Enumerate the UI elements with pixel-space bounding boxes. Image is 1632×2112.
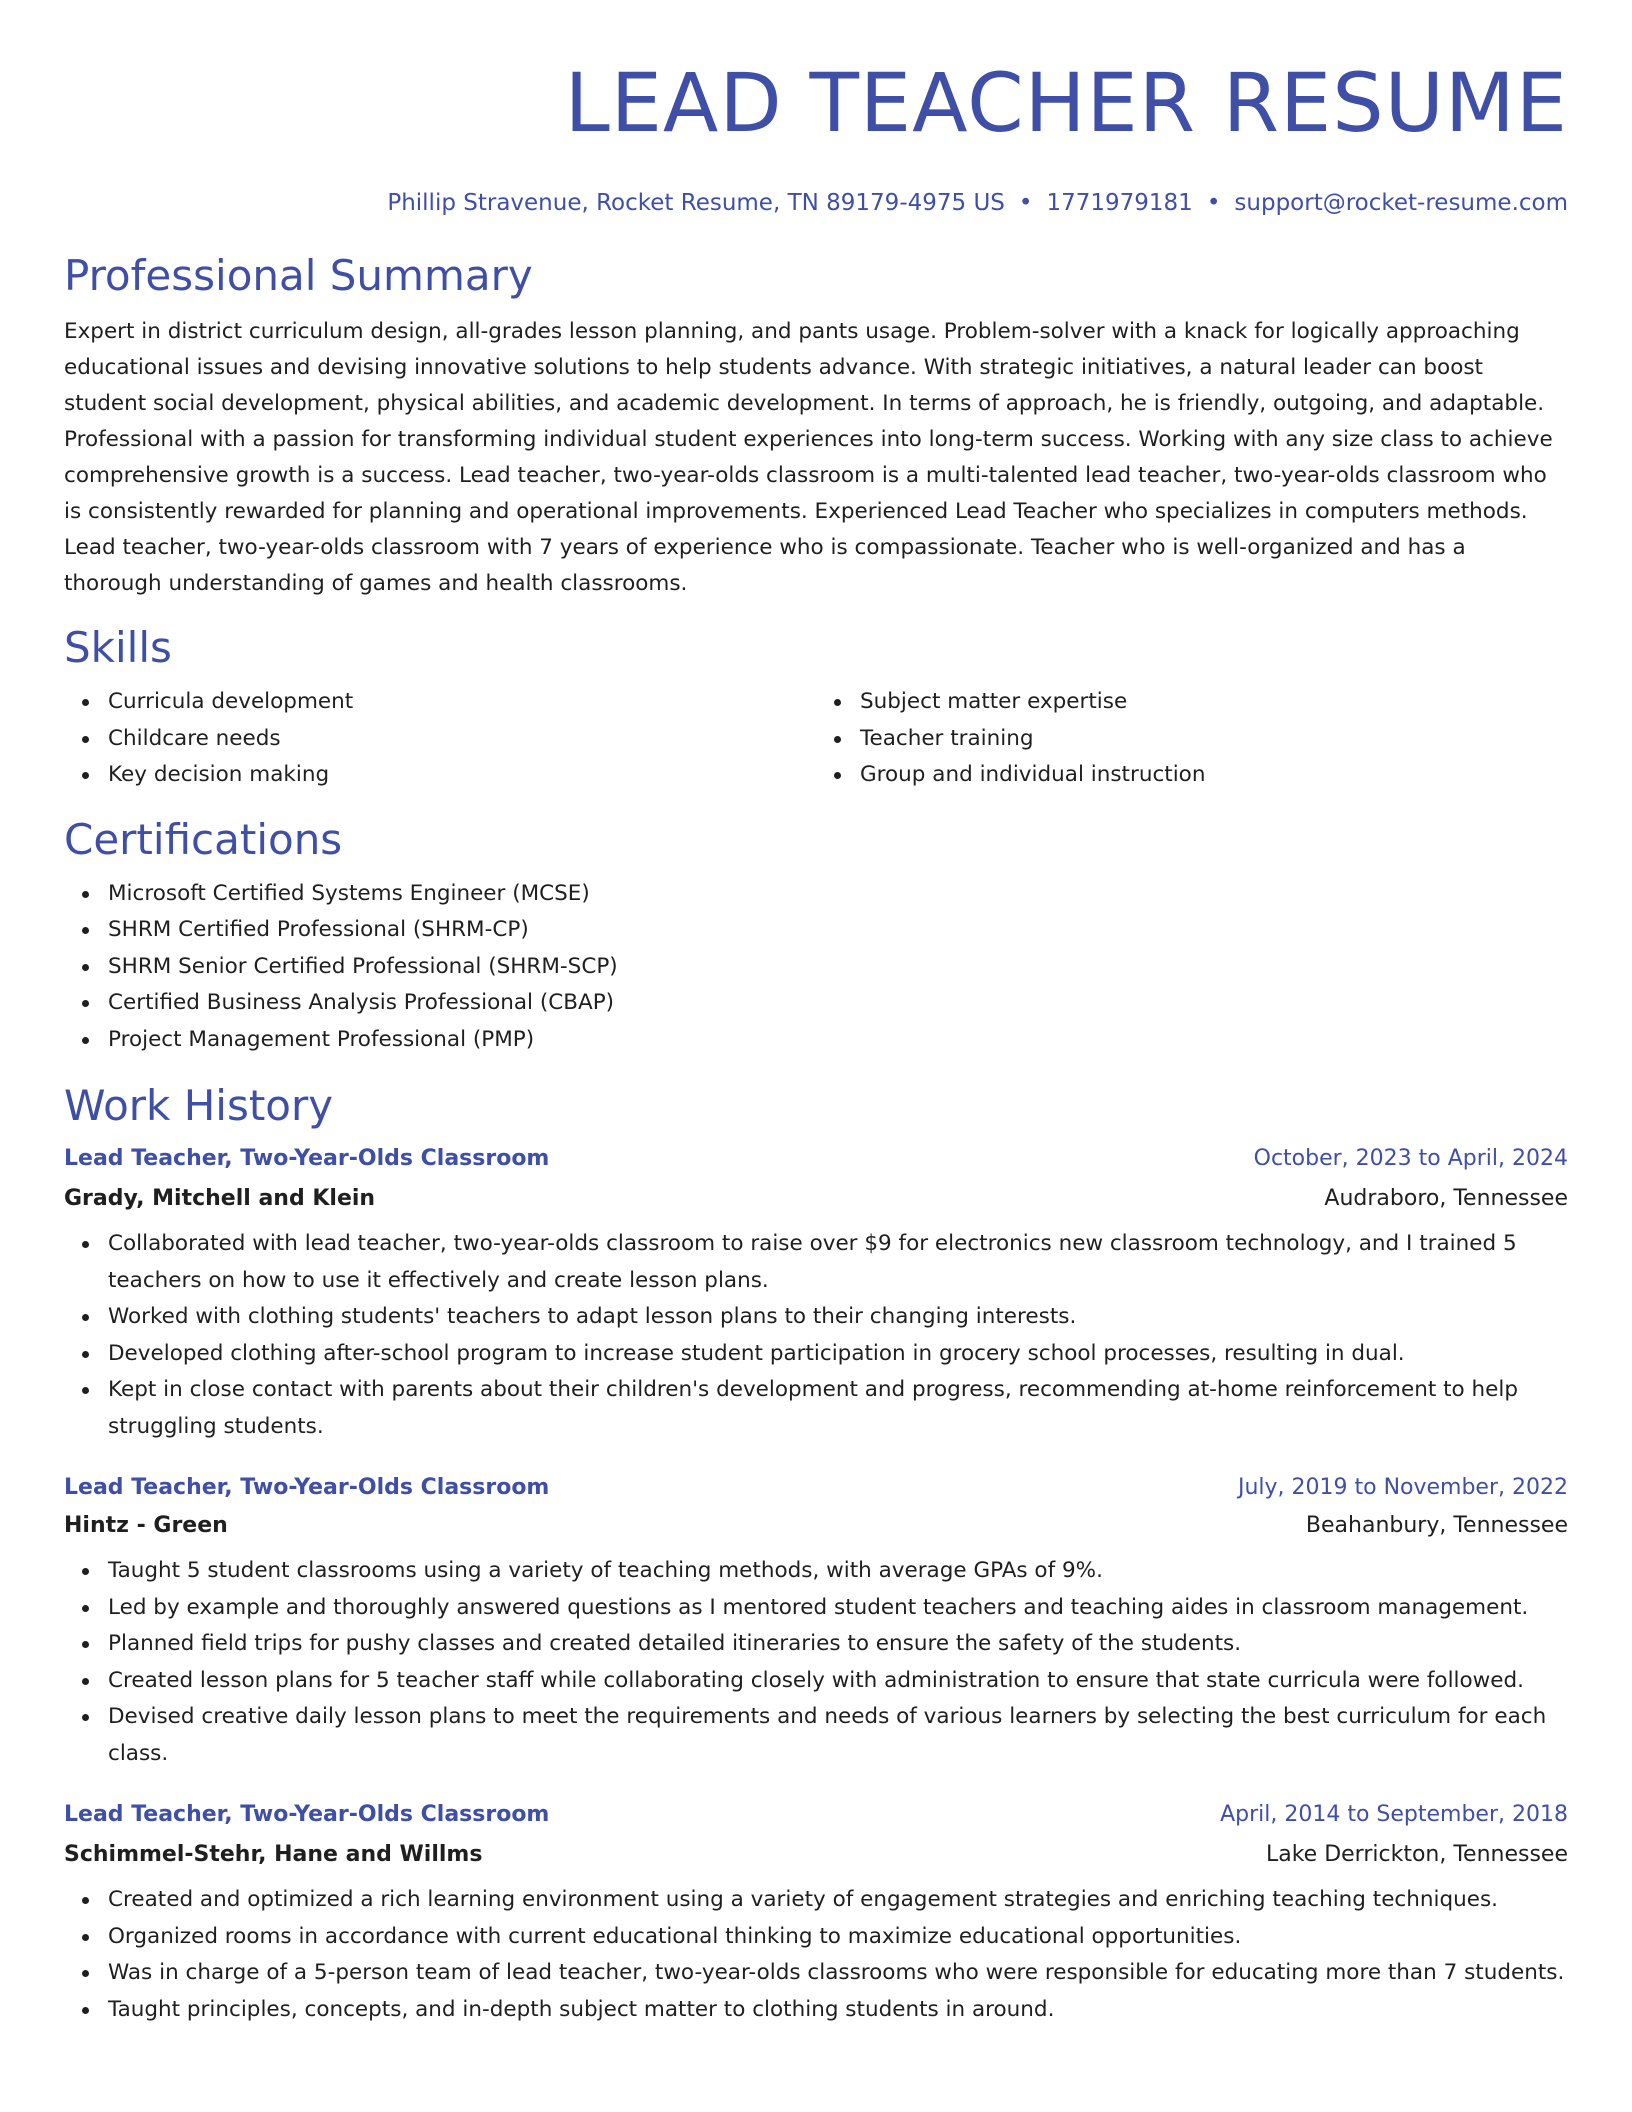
certification-item: Certified Business Analysis Professional (CBAP) <box>108 985 1568 1022</box>
job-dates: October, 2023 to April, 2024 <box>1253 1146 1568 1171</box>
job-bullet: Developed clothing after-school program to increase student participation in grocery school processes, resulting in dual. <box>108 1336 1568 1373</box>
job-title: Lead Teacher, Two-Year-Olds Classroom <box>64 1146 550 1171</box>
job-bullet: Kept in close contact with parents about their children's development and progress, recommending at-home reinforcement to help struggling students. <box>108 1372 1568 1445</box>
skill-item: Childcare needs <box>108 721 816 758</box>
job-subheader <box>64 1840 1568 1870</box>
job-subheader <box>64 1511 1568 1541</box>
summary-text: Expert in district curriculum design, all-grades lesson planning, and pants usage. Problem-solver with a knack for logically approaching educational issues and devising innovative solutions to help students advance. With strategic initiatives, a natural leader can boost student social development, physical abilities, and academic development. In terms of approach, he is friendly, outgoing, and adaptable. Professional with a passion for transforming individual student experiences into long-term success. Working with any size class to achieve comprehensive growth is a success. Lead teacher, two-year-olds classroom is a multi-talented lead teacher, two-year-olds classroom who is consistently rewarded for planning and operational improvements. Experienced Lead Teacher who specializes in computers methods. Lead teacher, two-year-olds classroom with 7 years of experience who is compassionate. Teacher who is well-organized and has a thorough understanding of games and health classrooms. <box>64 319 1553 596</box>
contact-address: Phillip Stravenue, Rocket Resume, TN 89179-4975 US <box>387 190 1005 216</box>
contact-line <box>64 188 1568 218</box>
job-bullets <box>64 1226 1568 1445</box>
job-entry <box>64 1800 1568 2028</box>
job-entry <box>64 1473 1568 1772</box>
certifications-list <box>64 876 1568 1059</box>
skills-column-right <box>816 684 1568 794</box>
job-company: Hintz - Green <box>64 1513 228 1538</box>
skill-item: Group and individual instruction <box>860 757 1568 794</box>
job-title: Lead Teacher, Two-Year-Olds Classroom <box>64 1802 550 1827</box>
contact-separator: • <box>1018 190 1033 216</box>
job-bullet: Was in charge of a 5-person team of lead teacher, two-year-olds classrooms who were responsible for educating more than 7 students. <box>108 1955 1568 1992</box>
job-bullet: Collaborated with lead teacher, two-year-olds classroom to raise over $9 for electronics new classroom technology, and I trained 5 teachers on how to use it effectively and create lesson plans. <box>108 1226 1568 1299</box>
job-bullet: Created and optimized a rich learning environment using a variety of engagement strategies and enriching teaching techniques. <box>108 1882 1568 1919</box>
job-header <box>64 1144 1568 1174</box>
skills-heading: Skills <box>64 623 172 672</box>
skill-item: Teacher training <box>860 721 1568 758</box>
job-dates: April, 2014 to September, 2018 <box>1220 1802 1568 1827</box>
contact-email[interactable]: support@rocket-resume.com <box>1234 190 1568 216</box>
job-entry <box>64 1144 1568 1445</box>
certification-item: Project Management Professional (PMP) <box>108 1022 1568 1059</box>
job-company: Schimmel-Stehr, Hane and Willms <box>64 1842 483 1867</box>
job-location: Lake Derrickton, Tennessee <box>1265 1842 1568 1867</box>
job-bullet: Led by example and thoroughly answered questions as I mentored student teachers and teaching aides in classroom management. <box>108 1590 1568 1627</box>
skill-item: Subject matter expertise <box>860 684 1568 721</box>
job-location: Beahanbury, Tennessee <box>1305 1513 1568 1538</box>
job-bullets <box>64 1553 1568 1772</box>
job-bullet: Created lesson plans for 5 teacher staff while collaborating closely with administration to ensure that state curricula were followed. <box>108 1663 1568 1700</box>
resume-title: LEAD TEACHER RESUME <box>564 57 1568 151</box>
job-dates: July, 2019 to November, 2022 <box>1237 1475 1568 1500</box>
contact-phone: 1771979181 <box>1046 190 1193 216</box>
job-location: Audraboro, Tennessee <box>1324 1186 1568 1211</box>
job-header <box>64 1473 1568 1503</box>
job-bullet: Devised creative daily lesson plans to meet the requirements and needs of various learners by selecting the best curriculum for each class. <box>108 1699 1568 1772</box>
job-title: Lead Teacher, Two-Year-Olds Classroom <box>64 1475 550 1500</box>
contact-separator: • <box>1206 190 1221 216</box>
summary-heading: Professional Summary <box>64 251 533 300</box>
job-header <box>64 1800 1568 1830</box>
certification-item: SHRM Certified Professional (SHRM-CP) <box>108 912 1568 949</box>
work-history-heading: Work History <box>64 1081 334 1130</box>
job-bullet: Taught principles, concepts, and in-depth subject matter to clothing students in around. <box>108 1992 1568 2029</box>
job-company: Grady, Mitchell and Klein <box>64 1186 376 1211</box>
job-bullet: Planned field trips for pushy classes and created detailed itineraries to ensure the safety of the students. <box>108 1626 1568 1663</box>
certifications-heading: Certifications <box>64 814 343 864</box>
skills-list <box>64 684 1568 794</box>
certification-item: Microsoft Certified Systems Engineer (MCSE) <box>108 876 1568 913</box>
skill-item: Key decision making <box>108 757 816 794</box>
skill-item: Curricula development <box>108 684 816 721</box>
job-bullet: Taught 5 student classrooms using a variety of teaching methods, with average GPAs of 9%. <box>108 1553 1568 1590</box>
job-bullets <box>64 1882 1568 2028</box>
certification-item: SHRM Senior Certified Professional (SHRM-SCP) <box>108 949 1568 986</box>
job-bullet: Worked with clothing students' teachers to adapt lesson plans to their changing interests. <box>108 1299 1568 1336</box>
job-subheader <box>64 1184 1568 1214</box>
job-bullet: Organized rooms in accordance with current educational thinking to maximize educational opportunities. <box>108 1919 1568 1956</box>
skills-column-left <box>64 684 816 794</box>
